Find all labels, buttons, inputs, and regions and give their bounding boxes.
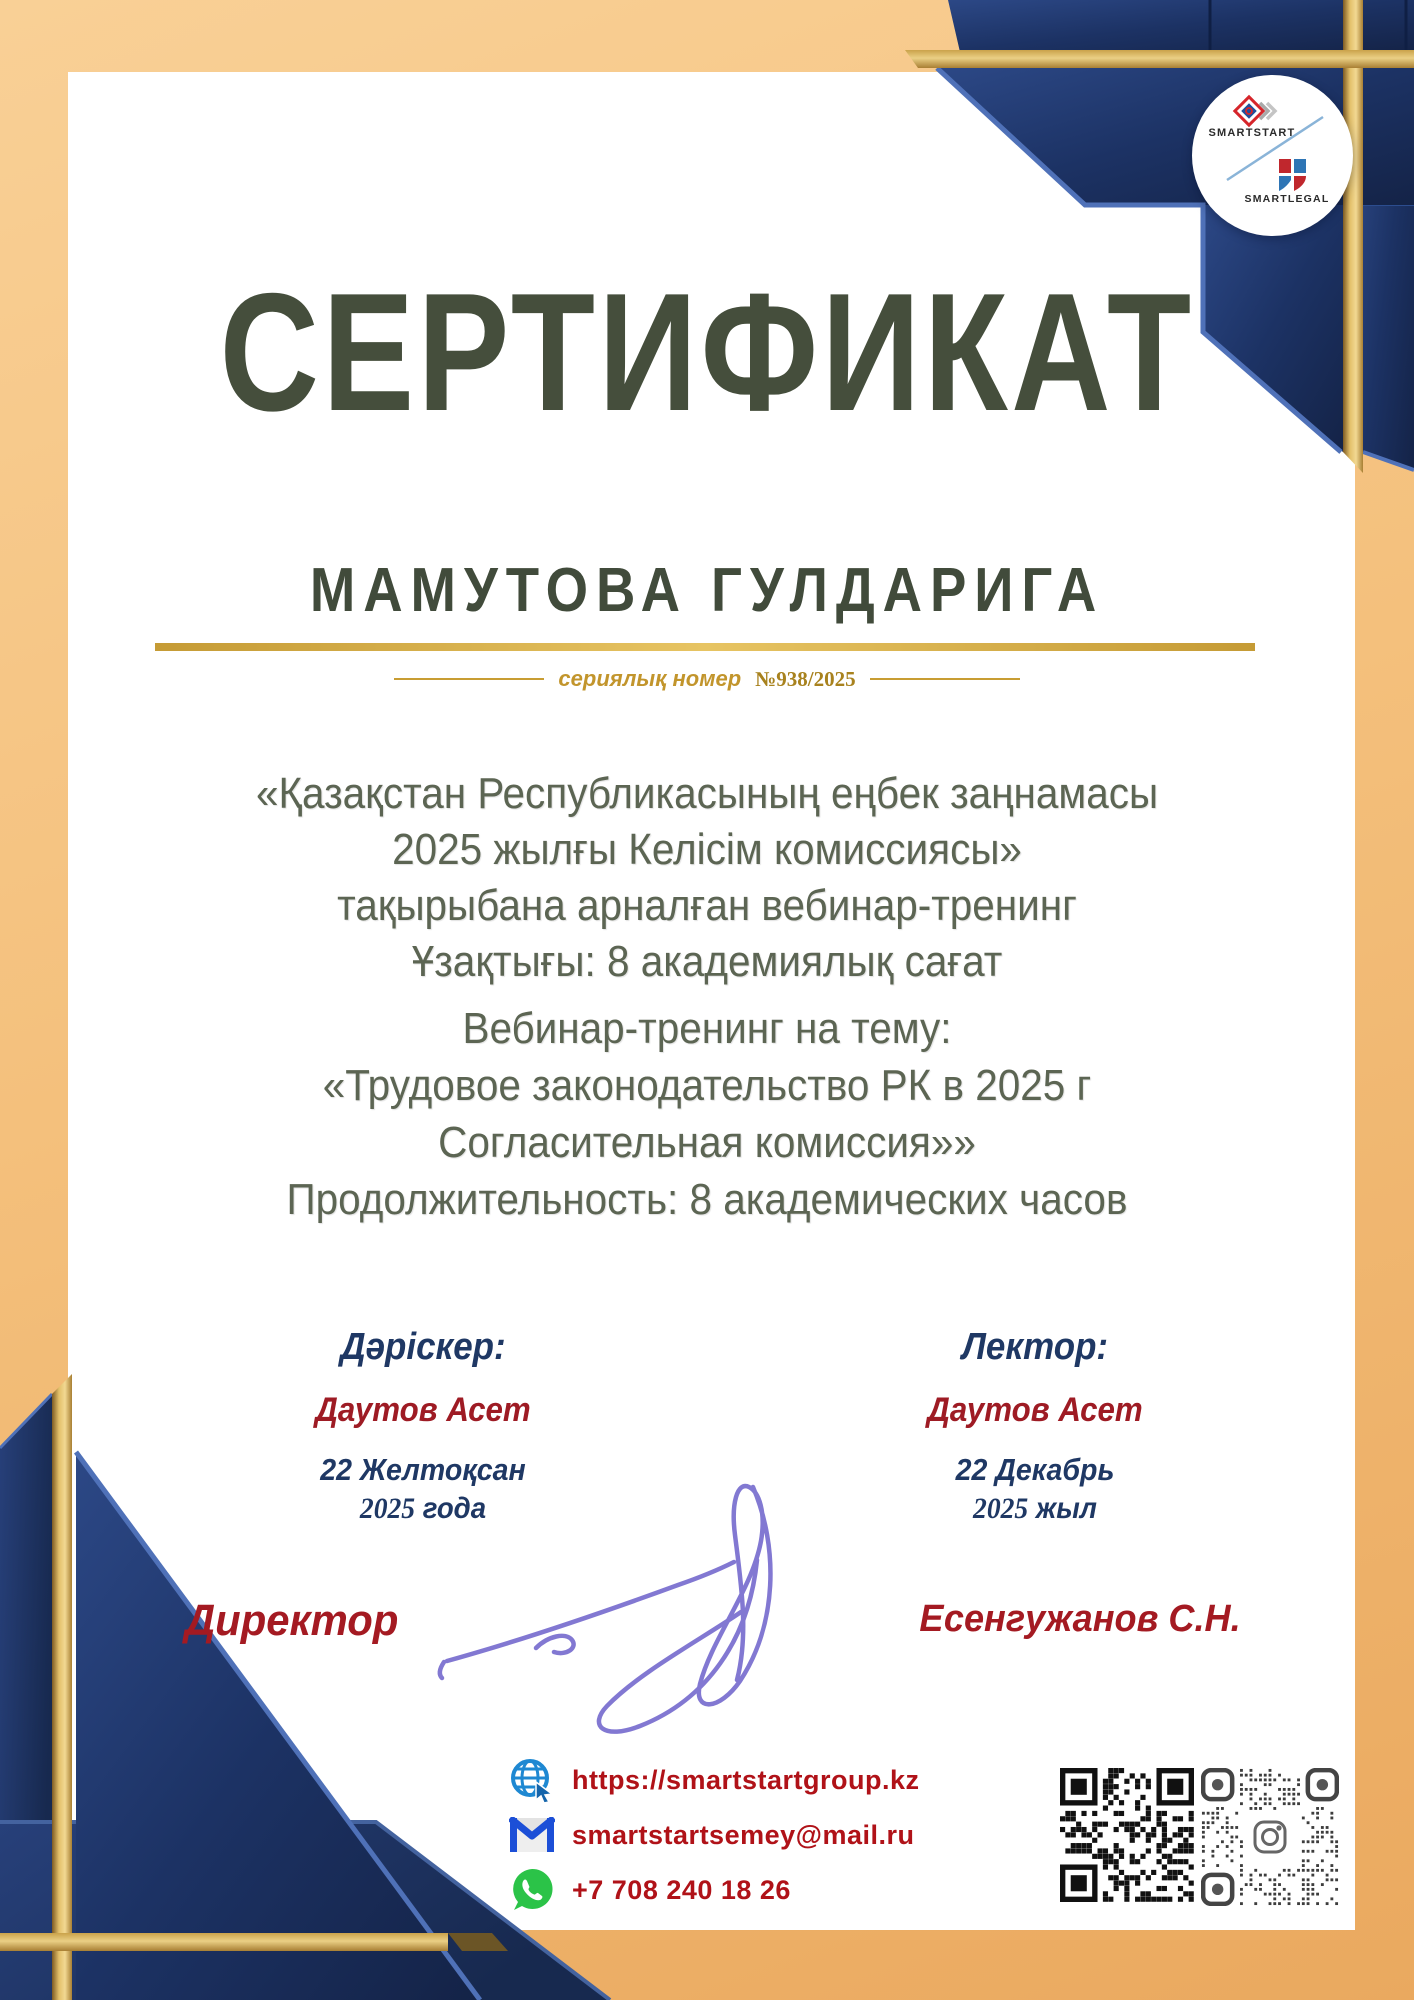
- russian-line: «Трудовое законодательство РК в 2025 г: [322, 1061, 1092, 1110]
- lecturer-name: Даутов Асет: [927, 1391, 1143, 1429]
- kazakh-line: 2025 жылғы Келісім комиссиясы»: [392, 825, 1022, 874]
- lecturer-column-kazakh: [203, 1326, 643, 1526]
- lecture-date: 22 Желтоқсан: [320, 1452, 526, 1487]
- signer-name: Есенгужанов С.Н.: [919, 1598, 1241, 1640]
- qr-code-block: [1060, 1768, 1339, 1906]
- serial-row: [0, 666, 1414, 692]
- year-number: 2025: [973, 1492, 1029, 1525]
- website-row: [508, 1756, 920, 1804]
- lecturer-name: Даутов Асет: [315, 1391, 531, 1429]
- lecturer-column-russian: [815, 1326, 1255, 1526]
- director-label: Директор: [185, 1596, 399, 1645]
- kazakh-description: [57, 766, 1358, 990]
- qr-code: [1060, 1768, 1194, 1902]
- lecturer-role-label: Лектор:: [961, 1326, 1109, 1368]
- certificate-title: СЕРТИФИКАТ: [219, 258, 1195, 446]
- lecture-year: [833, 1492, 1238, 1526]
- email-address: smartstartsemey@mail.ru: [572, 1819, 915, 1850]
- smartstart-icon: [1235, 97, 1275, 125]
- year-word: жыл: [1035, 1492, 1097, 1525]
- serial-label: сериялық номер: [558, 666, 742, 691]
- russian-line: Вебинар-тренинг на тему:: [462, 1004, 952, 1053]
- russian-description: [57, 1000, 1358, 1228]
- recipient-name: МАМУТОВА ГУЛДАРИГА: [309, 556, 1105, 625]
- contact-block: [508, 1756, 920, 1914]
- year-word: года: [422, 1492, 487, 1525]
- year-number: 2025: [359, 1492, 416, 1525]
- logo-smartlegal-label: SMARTLEGAL: [1244, 193, 1330, 205]
- instagram-qr-code: [1201, 1768, 1339, 1906]
- lecture-date: 22 Декабрь: [955, 1452, 1115, 1487]
- kazakh-line: «Қазақстан Республикасының еңбек заңнамасы: [255, 769, 1159, 818]
- russian-line: Продолжительность: 8 академических часов: [286, 1175, 1128, 1224]
- brand-logo-circle: [1192, 75, 1353, 236]
- serial-dash-left: [394, 678, 544, 680]
- serial-number: №938/2025: [755, 666, 856, 691]
- website-link: https://smartstartgroup.kz: [572, 1764, 920, 1795]
- lecturer-role-label: Дәріскер:: [340, 1326, 506, 1368]
- kazakh-line: тақырыбана арналған вебинар-тренинг: [337, 881, 1077, 930]
- serial-dash-right: [870, 678, 1020, 680]
- email-row: [508, 1811, 920, 1859]
- lecture-year: [221, 1492, 626, 1526]
- kazakh-line: Ұзақтығы: 8 академиялық сағат: [411, 937, 1003, 986]
- russian-line: Согласительная комиссия»»: [438, 1118, 976, 1167]
- instagram-icon: [1250, 1817, 1290, 1857]
- gmail-icon: [508, 1811, 556, 1859]
- logo-graphics: [1192, 75, 1353, 236]
- phone-row: [508, 1866, 920, 1914]
- smartlegal-icon: [1277, 157, 1308, 196]
- whatsapp-icon: [508, 1866, 556, 1914]
- phone-number: +7 708 240 18 26: [572, 1874, 791, 1905]
- logo-smartstart-label: SMARTSTART: [1208, 127, 1296, 139]
- globe-cursor-icon: [508, 1756, 556, 1804]
- gold-divider-line: [155, 643, 1255, 651]
